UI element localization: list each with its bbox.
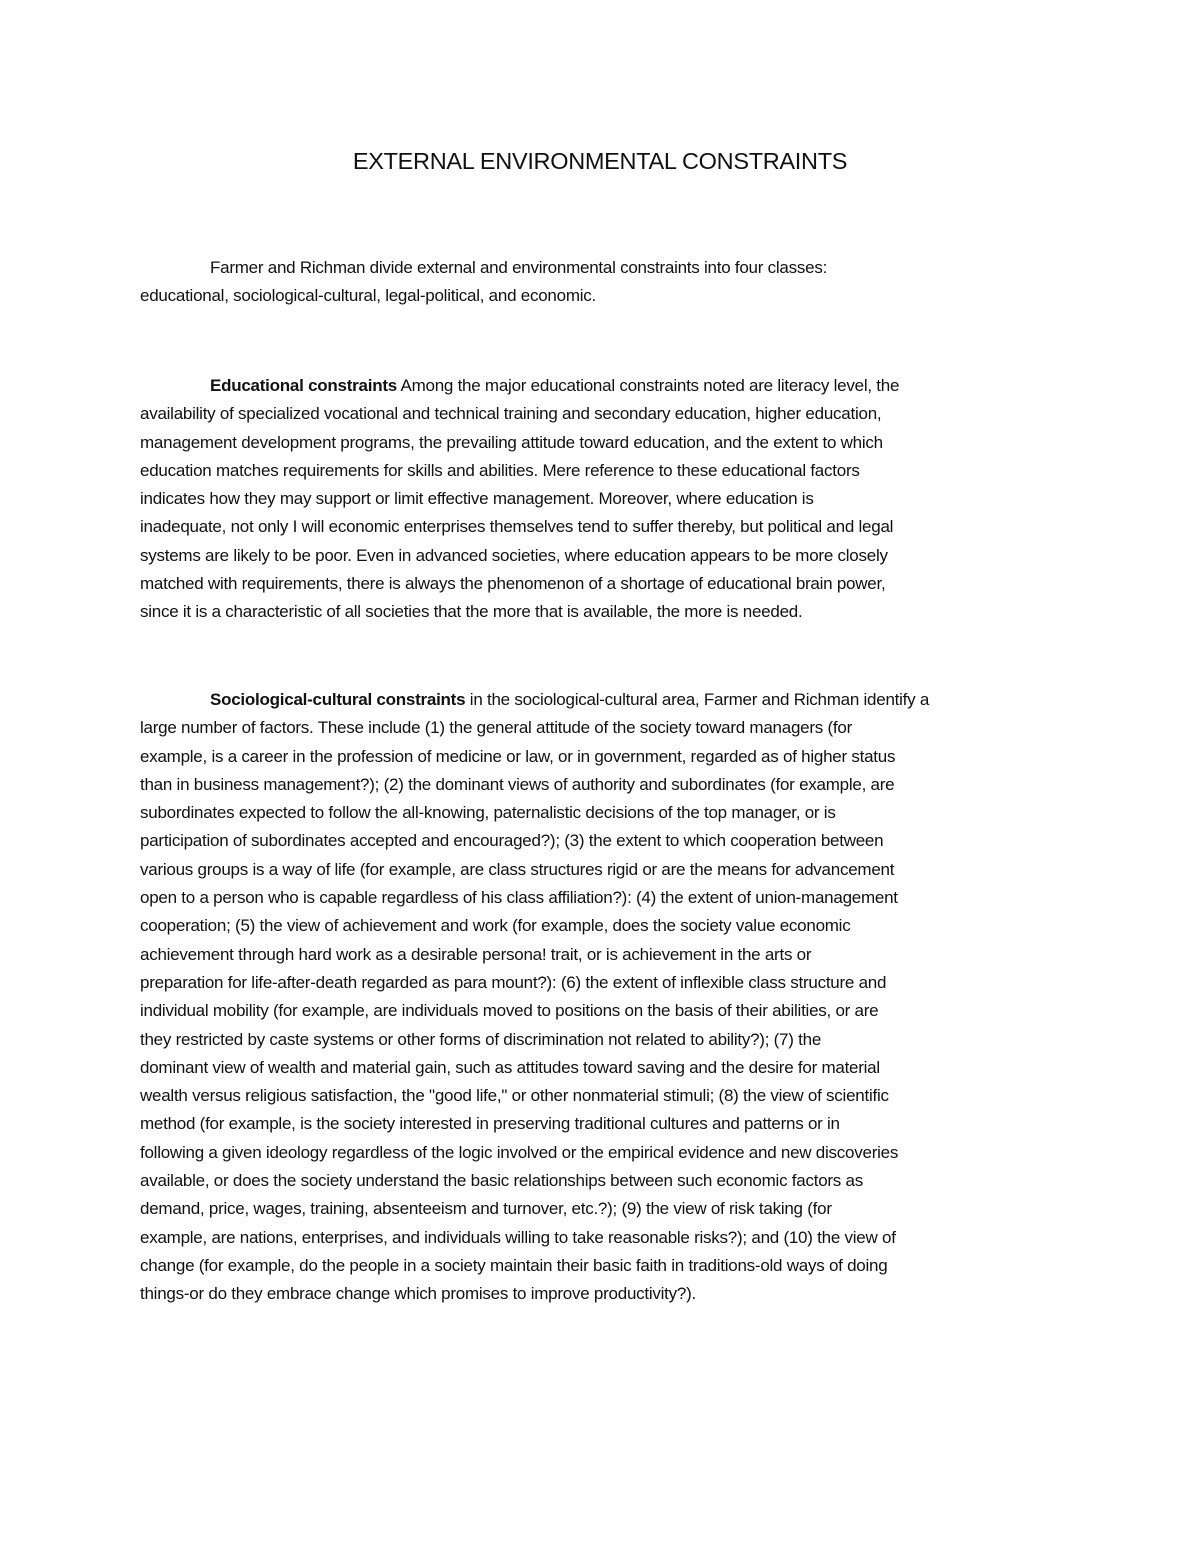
line-text: large number of factors. These include (1) the general attitude of the society toward managers (for bbox=[140, 718, 852, 738]
line-text: they restricted by caste systems or other forms of discrimination not related to ability?); (7) the bbox=[140, 1029, 822, 1049]
line-text: following a given ideology regardless of the logic involved or the empirical evidence and new discoveries bbox=[140, 1142, 899, 1162]
text-line bbox=[140, 542, 1080, 570]
text-line bbox=[140, 714, 1080, 742]
line-text: dominant view of wealth and material gain, such as attitudes toward saving and the desire for material bbox=[140, 1057, 880, 1077]
paragraph-heading: Educational constraints bbox=[210, 376, 397, 395]
text-line bbox=[140, 1026, 1080, 1054]
line-text: inadequate, not only I will economic enterprises themselves tend to suffer thereby, but political and legal bbox=[140, 517, 894, 537]
line-text: participation of subordinates accepted and encouraged?); (3) the extent to which cooperation between bbox=[140, 831, 884, 851]
intro-paragraph bbox=[140, 254, 1080, 311]
paragraph-heading: Sociological-cultural constraints bbox=[210, 690, 466, 709]
line-text: educational, sociological-cultural, legal-political, and economic. bbox=[140, 286, 596, 306]
line-text: subordinates expected to follow the all-knowing, paternalistic decisions of the top manager, or is bbox=[140, 803, 836, 823]
text-line bbox=[140, 429, 1080, 457]
line-text: indicates how they may support or limit effective management. Moreover, where education is bbox=[140, 489, 814, 509]
text-line bbox=[140, 1082, 1080, 1110]
text-line bbox=[140, 1054, 1080, 1082]
text-line bbox=[140, 1224, 1080, 1252]
text-line bbox=[140, 771, 1080, 799]
line-text: things-or do they embrace change which promises to improve productivity?). bbox=[140, 1284, 696, 1304]
text-line bbox=[140, 856, 1080, 884]
line-text: various groups is a way of life (for example, are class structures rigid or are the means for advancement bbox=[140, 859, 895, 879]
line-text: cooperation; (5) the view of achievement and work (for example, does the society value economic bbox=[140, 916, 851, 936]
text-line bbox=[140, 1280, 1080, 1308]
text-line bbox=[140, 372, 1080, 400]
line-text: preparation for life-after-death regarded as para mount?): (6) the extent of inflexible class structure and bbox=[140, 972, 887, 992]
line-text: availability of specialized vocational and technical training and secondary education, higher education, bbox=[140, 404, 882, 424]
line-text: in the sociological-cultural area, Farmer and Richman identify a bbox=[465, 690, 930, 709]
line-text: since it is a characteristic of all societies that the more that is available, the more is needed. bbox=[140, 602, 803, 622]
line-text: demand, price, wages, training, absenteeism and turnover, etc.?); (9) the view of risk taking (for bbox=[140, 1199, 832, 1219]
line-text: wealth versus religious satisfaction, the "good life," or other nonmaterial stimuli; (8) the view of scientific bbox=[140, 1086, 889, 1106]
text-line bbox=[140, 1139, 1080, 1167]
text-line bbox=[140, 457, 1080, 485]
text-line bbox=[140, 513, 1080, 541]
text-line bbox=[140, 400, 1080, 428]
text-line bbox=[140, 1110, 1080, 1138]
document-title: EXTERNAL ENVIRONMENTAL CONSTRAINTS bbox=[352, 148, 848, 174]
text-line bbox=[140, 884, 1080, 912]
line-text: education matches requirements for skills and abilities. Mere reference to these educational factors bbox=[140, 460, 860, 480]
line-text: method (for example, is the society interested in preserving traditional cultures and patterns or in bbox=[140, 1114, 840, 1134]
text-line bbox=[140, 1252, 1080, 1280]
text-line bbox=[140, 799, 1080, 827]
text-line bbox=[140, 997, 1080, 1025]
line-text: open to a person who is capable regardless of his class affiliation?): (4) the extent of union-management bbox=[140, 888, 898, 908]
line-text: example, is a career in the profession of medicine or law, or in government, regarded as of higher status bbox=[140, 746, 896, 766]
text-line bbox=[140, 827, 1080, 855]
line-text: change (for example, do the people in a society maintain their basic faith in traditions-old ways of doing bbox=[140, 1255, 888, 1275]
line-text: than in business management?); (2) the dominant views of authority and subordinates (for example, are bbox=[140, 774, 895, 794]
line-text: example, are nations, enterprises, and individuals willing to take reasonable risks?); and (10) the view of bbox=[140, 1227, 896, 1247]
text-line bbox=[140, 282, 1080, 310]
text-line bbox=[140, 941, 1080, 969]
line-text: individual mobility (for example, are individuals moved to positions on the basis of their abilities, or are bbox=[140, 1001, 879, 1021]
educational-constraints-paragraph bbox=[140, 372, 1080, 627]
line-text: Among the major educational constraints noted are literacy level, the bbox=[396, 376, 900, 395]
line-text: available, or does the society understand the basic relationships between such economic factors as bbox=[140, 1171, 863, 1191]
sociological-cultural-constraints-paragraph bbox=[140, 686, 1080, 1309]
text-line bbox=[140, 485, 1080, 513]
text-line bbox=[140, 912, 1080, 940]
text-line bbox=[140, 1167, 1080, 1195]
text-line bbox=[140, 969, 1080, 997]
line-text: management development programs, the prevailing attitude toward education, and the extent to which bbox=[140, 432, 883, 452]
line-text: matched with requirements, there is always the phenomenon of a shortage of educational brain power, bbox=[140, 574, 886, 594]
text-line bbox=[140, 570, 1080, 598]
text-line bbox=[140, 1195, 1080, 1223]
line-text: Farmer and Richman divide external and environmental constraints into four classes: bbox=[210, 258, 828, 277]
text-line bbox=[140, 598, 1080, 626]
line-text: achievement through hard work as a desirable persona! trait, or is achievement in the arts or bbox=[140, 944, 812, 964]
text-line bbox=[140, 743, 1080, 771]
text-line bbox=[140, 686, 1080, 714]
text-line bbox=[140, 254, 1080, 282]
line-text: systems are likely to be poor. Even in advanced societies, where education appears to be more closely bbox=[140, 545, 888, 565]
